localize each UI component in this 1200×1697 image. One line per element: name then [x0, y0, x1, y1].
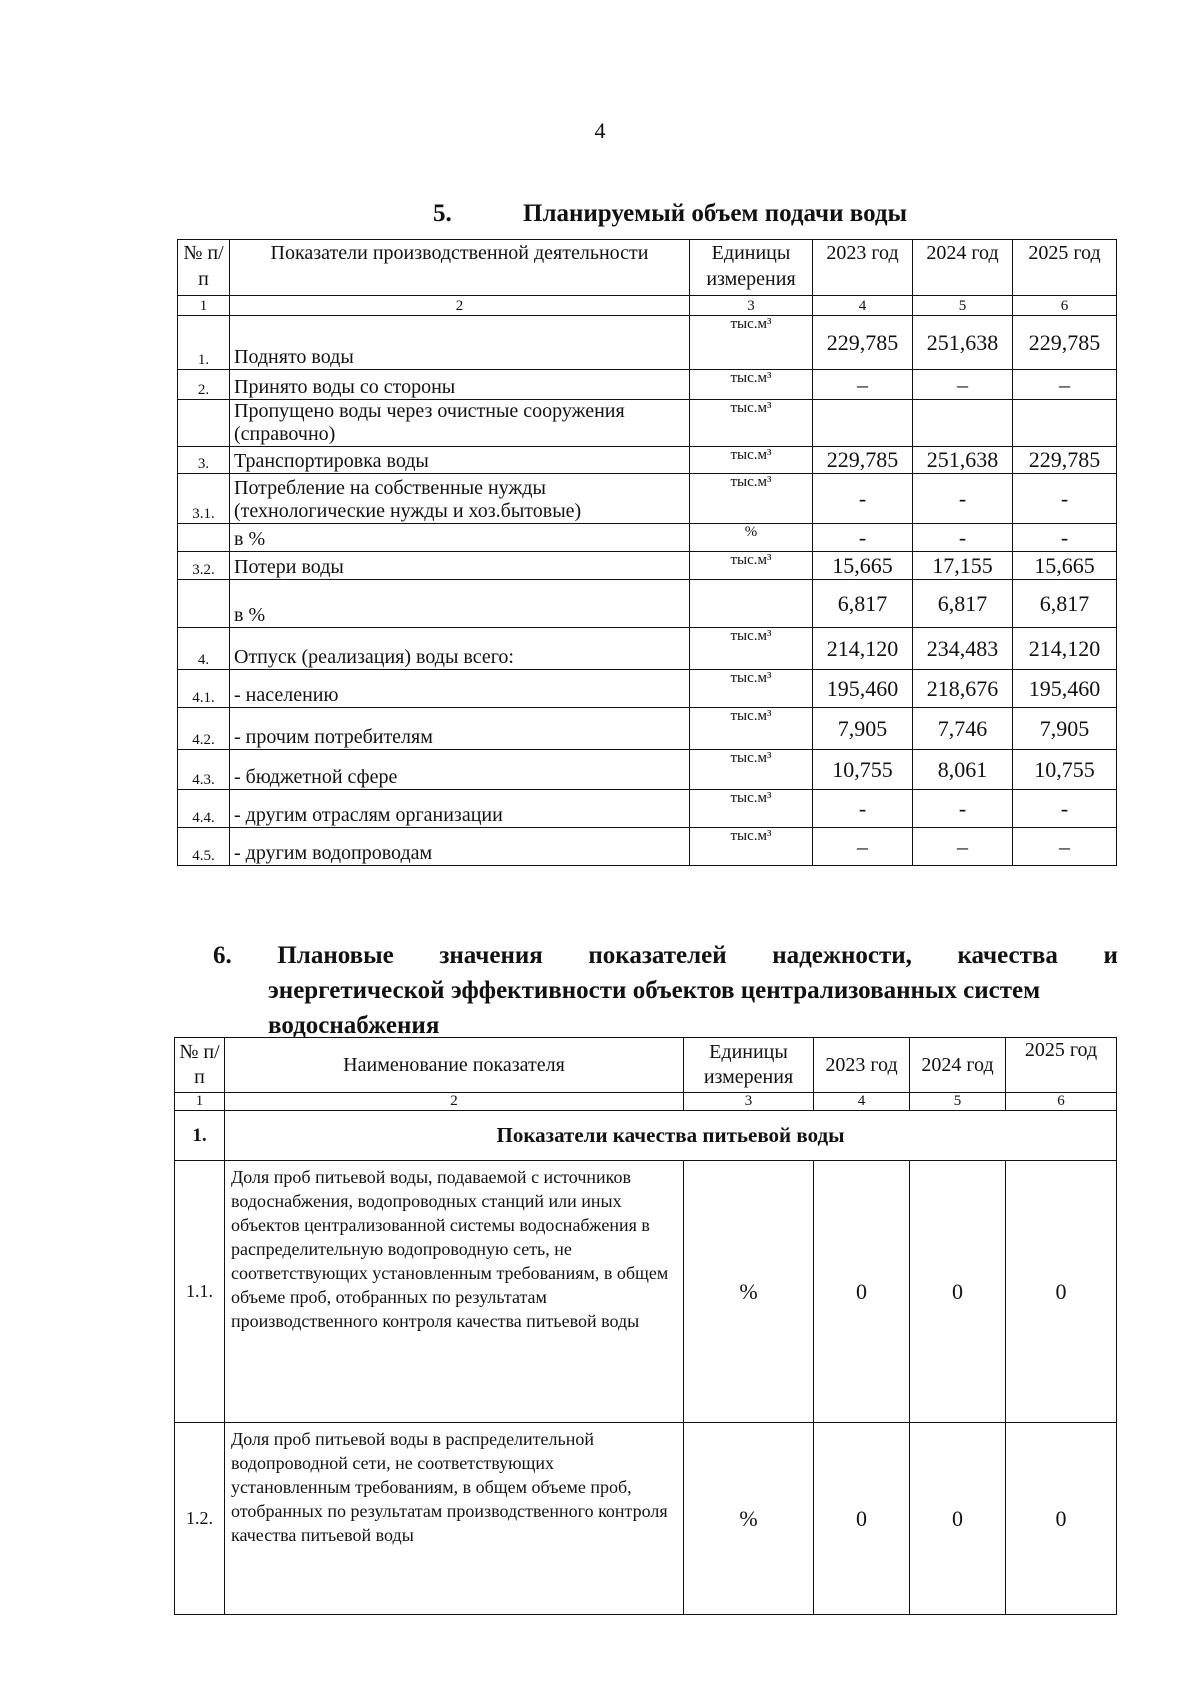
indicator-name: - бюджетной сфере — [230, 750, 690, 790]
value-2025: - — [1013, 524, 1117, 552]
value-2023: 10,755 — [813, 750, 913, 790]
indicator-name: Транспортировка воды — [230, 447, 690, 474]
value-2025: – — [1013, 828, 1117, 866]
group-title: Показатели качества питьевой воды — [225, 1111, 1117, 1161]
table-row — [178, 828, 1117, 866]
unit-cell: тыс.м³ — [690, 790, 813, 828]
header-cell: 2023 год — [814, 1038, 910, 1093]
quality-indicators-table — [174, 1037, 1117, 1615]
header-cell: 2024 год — [913, 240, 1013, 296]
unit-cell: тыс.м³ — [690, 708, 813, 750]
column-index: 3 — [690, 296, 813, 316]
indicator-name: - прочим потребителям — [230, 708, 690, 750]
value-2024: - — [913, 474, 1013, 524]
section-6-title-word: качества — [957, 942, 1058, 969]
column-index: 4 — [813, 296, 913, 316]
indicator-name: - другим отраслям организации — [230, 790, 690, 828]
value-2025: 0 — [1006, 1161, 1117, 1423]
column-index: 1 — [175, 1093, 225, 1111]
value-2024 — [913, 400, 1013, 447]
indicator-name: Принято воды со стороны — [230, 370, 690, 400]
row-number: 1.2. — [175, 1423, 225, 1615]
section-5-number: 5. — [433, 200, 452, 227]
table-row — [178, 580, 1117, 628]
indicator-name: Доля проб питьевой воды в распределительной водопроводной сети, не соответствующих установленным требованиям, в общем объеме проб, отобранных по результатам производственного контроля качества питьевой воды — [225, 1423, 684, 1615]
value-2023: 195,460 — [813, 670, 913, 708]
header-cell: Показатели производственной деятельности — [230, 240, 690, 296]
column-index: 2 — [225, 1093, 684, 1111]
value-2025: 229,785 — [1013, 316, 1117, 370]
table-row — [178, 400, 1117, 447]
unit-cell: % — [684, 1423, 814, 1615]
value-2023: - — [813, 524, 913, 552]
section-6-number: 6. — [213, 942, 232, 969]
header-cell: № п/п — [178, 240, 230, 296]
section-6-heading — [213, 938, 1118, 1043]
row-number: 3. — [178, 447, 230, 474]
value-2023: 229,785 — [813, 447, 913, 474]
value-2025: 7,905 — [1013, 708, 1117, 750]
value-2024: 234,483 — [913, 628, 1013, 670]
row-number — [178, 524, 230, 552]
row-number: 3.1. — [178, 474, 230, 524]
table-row — [178, 370, 1117, 400]
unit-cell — [690, 580, 813, 628]
table-row — [178, 790, 1117, 828]
value-2023 — [813, 400, 913, 447]
value-2024: – — [913, 370, 1013, 400]
table-row — [175, 1423, 1117, 1615]
value-2024: – — [913, 828, 1013, 866]
table-row — [178, 708, 1117, 750]
table-row — [175, 1161, 1117, 1423]
column-index: 1 — [178, 296, 230, 316]
value-2025 — [1013, 400, 1117, 447]
section-6-title-word: Плановые — [277, 942, 394, 969]
unit-cell: тыс.м³ — [690, 447, 813, 474]
row-number: 4. — [178, 628, 230, 670]
table-row — [178, 447, 1117, 474]
table-row — [178, 628, 1117, 670]
row-number: 4.5. — [178, 828, 230, 866]
value-2024: 0 — [910, 1423, 1006, 1615]
value-2024: 251,638 — [913, 447, 1013, 474]
header-cell: 2024 год — [910, 1038, 1006, 1093]
column-index: 3 — [684, 1093, 814, 1111]
value-2023: 229,785 — [813, 316, 913, 370]
unit-cell: тыс.м³ — [690, 750, 813, 790]
indicator-name: в % — [230, 580, 690, 628]
indicator-name: Поднято воды — [230, 316, 690, 370]
value-2024: 7,746 — [913, 708, 1013, 750]
unit-cell: тыс.м³ — [690, 474, 813, 524]
group-number: 1. — [175, 1111, 225, 1161]
unit-cell: тыс.м³ — [690, 670, 813, 708]
value-2025: - — [1013, 790, 1117, 828]
row-number: 2. — [178, 370, 230, 400]
header-cell: 2025 год — [1013, 240, 1117, 296]
section-6-title-word: надежности, — [772, 942, 912, 969]
column-index: 5 — [910, 1093, 1006, 1111]
column-index: 4 — [814, 1093, 910, 1111]
table-row — [178, 552, 1117, 580]
value-2024: 8,061 — [913, 750, 1013, 790]
unit-cell: % — [684, 1161, 814, 1423]
row-number: 4.1. — [178, 670, 230, 708]
indicator-name: Отпуск (реализация) воды всего: — [230, 628, 690, 670]
indicator-name: - другим водопроводам — [230, 828, 690, 866]
unit-cell: % — [690, 524, 813, 552]
row-number: 4.4. — [178, 790, 230, 828]
section-6-title-word: показателей — [588, 942, 727, 969]
section-5-title: Планируемый объем подачи воды — [523, 200, 908, 227]
section-6-title-word: и — [1103, 942, 1118, 969]
value-2023: 214,120 — [813, 628, 913, 670]
value-2024: - — [913, 790, 1013, 828]
value-2025: 229,785 — [1013, 447, 1117, 474]
indicator-name: - населению — [230, 670, 690, 708]
value-2025: - — [1013, 474, 1117, 524]
value-2023: - — [813, 790, 913, 828]
value-2023: – — [813, 828, 913, 866]
value-2025: 195,460 — [1013, 670, 1117, 708]
value-2023: – — [813, 370, 913, 400]
value-2024: 0 — [910, 1161, 1006, 1423]
value-2024: 251,638 — [913, 316, 1013, 370]
indicator-name: Потери воды — [230, 552, 690, 580]
unit-cell: тыс.м³ — [690, 828, 813, 866]
header-cell: Наименование показателя — [225, 1038, 684, 1093]
value-2024: 6,817 — [913, 580, 1013, 628]
section-5-heading — [433, 200, 907, 228]
indicator-name: Потребление на собственные нужды (технологические нужды и хоз.бытовые) — [230, 474, 690, 524]
row-number — [178, 580, 230, 628]
indicator-name: Доля проб питьевой воды, подаваемой с источников водоснабжения, водопроводных станций или иных объектов централизованной системы водоснабжения в распределительную водопроводную сеть, не соответствующих установленным требованиям, в общем объеме проб, отобранных по результатам производственного контроля качества питьевой воды — [225, 1161, 684, 1423]
unit-cell: тыс.м³ — [690, 628, 813, 670]
table-row — [178, 316, 1117, 370]
column-index: 6 — [1006, 1093, 1117, 1111]
value-2025: 214,120 — [1013, 628, 1117, 670]
header-cell: Единицы измерения — [690, 240, 813, 296]
table-row — [178, 670, 1117, 708]
row-number: 3.2. — [178, 552, 230, 580]
header-cell: 2023 год — [813, 240, 913, 296]
header-cell: № п/п — [175, 1038, 225, 1093]
row-number — [178, 400, 230, 447]
water-supply-table — [177, 239, 1117, 866]
value-2025: 0 — [1006, 1423, 1117, 1615]
value-2025: 6,817 — [1013, 580, 1117, 628]
row-number: 1. — [178, 316, 230, 370]
row-number: 4.2. — [178, 708, 230, 750]
value-2024: 17,155 — [913, 552, 1013, 580]
column-index: 5 — [913, 296, 1013, 316]
value-2025: – — [1013, 370, 1117, 400]
value-2023: 7,905 — [813, 708, 913, 750]
column-index: 2 — [230, 296, 690, 316]
section-6-title-rest: энергетической эффективности объектов централизованных систем водоснабжения — [268, 977, 1041, 1039]
indicator-name: Пропущено воды через очистные сооружения (справочно) — [230, 400, 690, 447]
table-row — [178, 474, 1117, 524]
page-number: 4 — [594, 118, 606, 143]
value-2023: - — [813, 474, 913, 524]
row-number: 4.3. — [178, 750, 230, 790]
unit-cell: тыс.м³ — [690, 316, 813, 370]
section-6-title-word: значения — [439, 942, 543, 969]
value-2025: 10,755 — [1013, 750, 1117, 790]
value-2023: 15,665 — [813, 552, 913, 580]
row-number: 1.1. — [175, 1161, 225, 1423]
unit-cell: тыс.м³ — [690, 400, 813, 447]
indicator-name: в % — [230, 524, 690, 552]
value-2023: 6,817 — [813, 580, 913, 628]
value-2025: 15,665 — [1013, 552, 1117, 580]
unit-cell: тыс.м³ — [690, 552, 813, 580]
value-2024: - — [913, 524, 1013, 552]
header-cell: Единицы измерения — [684, 1038, 814, 1093]
header-cell: 2025 год — [1006, 1038, 1117, 1093]
column-index: 6 — [1013, 296, 1117, 316]
unit-cell: тыс.м³ — [690, 370, 813, 400]
value-2023: 0 — [814, 1161, 910, 1423]
value-2024: 218,676 — [913, 670, 1013, 708]
table-row — [178, 750, 1117, 790]
table-row — [178, 524, 1117, 552]
value-2023: 0 — [814, 1423, 910, 1615]
